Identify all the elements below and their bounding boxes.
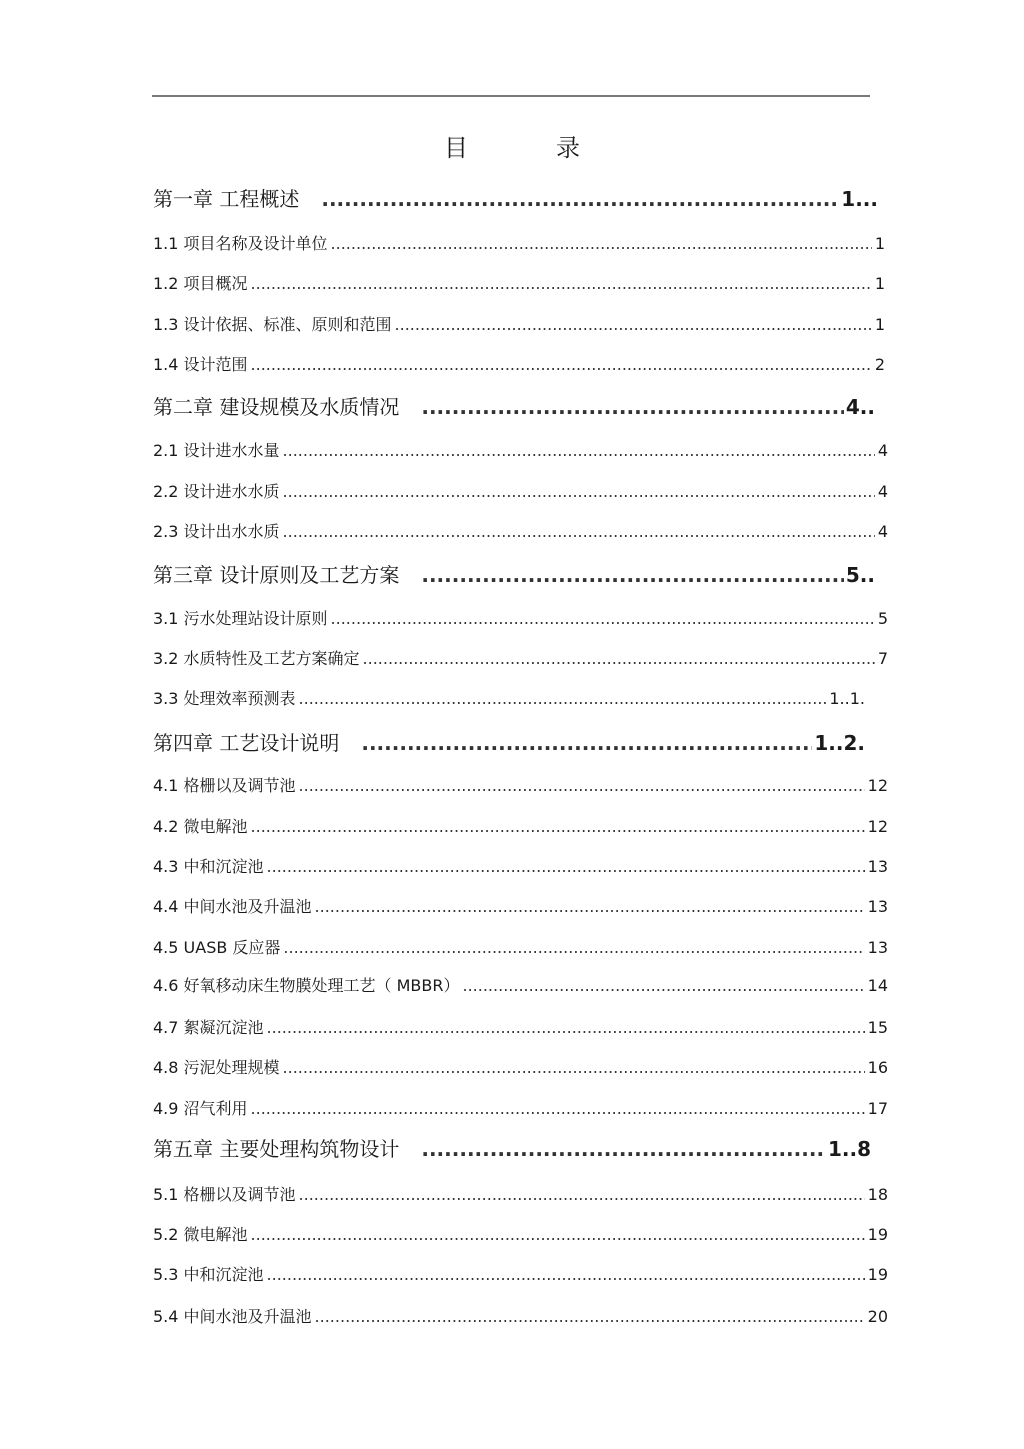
- toc-entry-label: 2.1 设计进水水量: [153, 441, 280, 460]
- toc-entry-label: 3.1 污水处理站设计原则: [153, 609, 328, 628]
- toc-section-entry[interactable]: [153, 1015, 888, 1038]
- toc-entry-label: 4.5 UASB 反应器: [153, 938, 281, 957]
- toc-dot-leader: [315, 1307, 865, 1326]
- toc-page-number: 19: [867, 1265, 888, 1284]
- toc-entry-label: 5.2 微电解池: [153, 1225, 248, 1244]
- toc-page-number: 2: [874, 355, 885, 374]
- toc-section-entry[interactable]: [153, 894, 888, 917]
- toc-entry-label: 1.3 设计依据、标准、原则和范围: [153, 315, 392, 334]
- toc-dot-leader: [267, 857, 865, 876]
- toc-page-number: 12: [867, 776, 888, 795]
- toc-section-entry[interactable]: [153, 854, 888, 877]
- toc-page-number: 1..8: [827, 1137, 871, 1161]
- toc-dot-leader: [251, 1225, 865, 1244]
- toc-page-number: 7: [877, 649, 888, 668]
- toc-page-number: 17: [867, 1099, 888, 1118]
- toc-dot-leader: [321, 187, 839, 211]
- toc-dot-leader: [421, 563, 844, 587]
- toc-entry-label: 4.8 污泥处理规模: [153, 1058, 280, 1077]
- toc-entry-label: 第一章 工程概述: [153, 187, 300, 211]
- toc-dot-leader: [299, 689, 827, 708]
- toc-section-entry[interactable]: [153, 646, 888, 669]
- toc-entry-label: 1.4 设计范围: [153, 355, 248, 374]
- toc-page-number: 13: [867, 857, 888, 876]
- toc-entry-label: 2.2 设计进水水质: [153, 482, 280, 501]
- toc-dot-leader: [395, 315, 872, 334]
- toc-chapter-entry[interactable]: [153, 391, 875, 420]
- toc-section-entry[interactable]: [153, 1262, 888, 1285]
- toc-entry-label: 第四章 工艺设计说明: [153, 731, 340, 755]
- toc-section-entry[interactable]: [153, 935, 888, 958]
- toc-entry-label: 5.3 中和沉淀池: [153, 1265, 264, 1284]
- toc-section-entry[interactable]: [153, 312, 885, 335]
- toc-dot-leader: [283, 522, 875, 541]
- toc-page-number: 4: [877, 522, 888, 541]
- toc-entry-label: 5.1 格栅以及调节池: [153, 1185, 296, 1204]
- toc-dot-leader: [331, 609, 875, 628]
- toc-entry-label: 4.1 格栅以及调节池: [153, 776, 296, 795]
- toc-section-entry[interactable]: [153, 1182, 888, 1205]
- toc-chapter-entry[interactable]: [153, 183, 878, 212]
- toc-entry-label: 4.7 絮凝沉淀池: [153, 1018, 264, 1037]
- toc-section-entry[interactable]: [153, 1304, 888, 1327]
- toc-section-entry[interactable]: [153, 1222, 888, 1245]
- toc-section-entry[interactable]: [153, 606, 888, 629]
- toc-dot-leader: [421, 395, 844, 419]
- toc-entry-label: 4.2 微电解池: [153, 817, 248, 836]
- toc-page-number: 1...: [841, 187, 878, 211]
- toc-page-number: 1: [874, 234, 885, 253]
- toc-entry-label: 5.4 中间水池及升温池: [153, 1307, 312, 1326]
- toc-entry-label: 1.2 项目概况: [153, 274, 248, 293]
- toc-dot-leader: [267, 1018, 865, 1037]
- toc-page-number: 5: [877, 609, 888, 628]
- toc-section-entry[interactable]: [153, 519, 888, 542]
- toc-page-number: 16: [867, 1058, 888, 1077]
- toc-entry-label: 3.3 处理效率预测表: [153, 689, 296, 708]
- toc-section-entry[interactable]: [153, 686, 865, 709]
- toc-section-entry[interactable]: [153, 773, 888, 796]
- toc-section-entry[interactable]: [153, 479, 888, 502]
- toc-chapter-entry[interactable]: [153, 727, 865, 756]
- toc-section-entry[interactable]: [153, 352, 885, 375]
- toc-entry-label: 1.1 项目名称及设计单位: [153, 234, 328, 253]
- toc-section-entry[interactable]: [153, 438, 888, 461]
- toc-entry-label: 4.3 中和沉淀池: [153, 857, 264, 876]
- toc-dot-leader: [463, 976, 865, 995]
- toc-entry-label: 2.3 设计出水水质: [153, 522, 280, 541]
- toc-dot-leader: [421, 1137, 826, 1161]
- toc-section-entry[interactable]: [153, 973, 888, 996]
- toc-entry-label: 4.4 中间水池及升温池: [153, 897, 312, 916]
- toc-entry-label: 4.6 好氧移动床生物膜处理工艺（ MBBR）: [153, 976, 460, 995]
- toc-page-number: 13: [867, 938, 888, 957]
- toc-page-number: 4: [877, 441, 888, 460]
- toc-page-number: 1: [874, 315, 885, 334]
- toc-dot-leader: [251, 274, 872, 293]
- toc-page-number: 20: [867, 1307, 888, 1326]
- toc-dot-leader: [299, 776, 865, 795]
- toc-chapter-entry[interactable]: [153, 1133, 871, 1162]
- toc-page-number: 13: [867, 897, 888, 916]
- toc-dot-leader: [283, 441, 875, 460]
- toc-page-number: 1..2.: [814, 731, 865, 755]
- toc-dot-leader: [283, 1058, 865, 1077]
- toc-section-entry[interactable]: [153, 271, 885, 294]
- toc-page-number: 1: [874, 274, 885, 293]
- header-rule: [152, 95, 870, 97]
- toc-chapter-entry[interactable]: [153, 559, 875, 588]
- toc-page-number: 18: [867, 1185, 888, 1204]
- toc-page-number: 15: [867, 1018, 888, 1037]
- toc-entry-label: 第五章 主要处理构筑物设计: [153, 1137, 400, 1161]
- toc-dot-leader: [283, 938, 864, 957]
- toc-section-entry[interactable]: [153, 814, 888, 837]
- toc-dot-leader: [363, 649, 875, 668]
- toc-dot-leader: [315, 897, 865, 916]
- toc-page-number: 4: [877, 482, 888, 501]
- toc-page-number: 12: [867, 817, 888, 836]
- toc-entry-label: 第三章 设计原则及工艺方案: [153, 563, 400, 587]
- toc-dot-leader: [251, 355, 872, 374]
- toc-page-number: 5..: [845, 563, 875, 587]
- toc-page-number: 19: [867, 1225, 888, 1244]
- toc-entry-label: 4.9 沼气利用: [153, 1099, 248, 1118]
- toc-entry-label: 第二章 建设规模及水质情况: [153, 395, 400, 419]
- toc-page-number: 14: [867, 976, 888, 995]
- toc-title: 目 录: [444, 134, 612, 162]
- toc-dot-leader: [299, 1185, 865, 1204]
- toc-section-entry[interactable]: [153, 1055, 888, 1078]
- toc-dot-leader: [331, 234, 872, 253]
- toc-section-entry[interactable]: [153, 231, 885, 254]
- toc-dot-leader: [251, 1099, 865, 1118]
- toc-page-number: 1..1.: [829, 689, 865, 708]
- toc-page-number: 4..: [845, 395, 875, 419]
- toc-dot-leader: [251, 817, 865, 836]
- toc-dot-leader: [361, 731, 812, 755]
- toc-dot-leader: [267, 1265, 865, 1284]
- toc-dot-leader: [283, 482, 875, 501]
- toc-section-entry[interactable]: [153, 1096, 888, 1119]
- toc-entry-label: 3.2 水质特性及工艺方案确定: [153, 649, 360, 668]
